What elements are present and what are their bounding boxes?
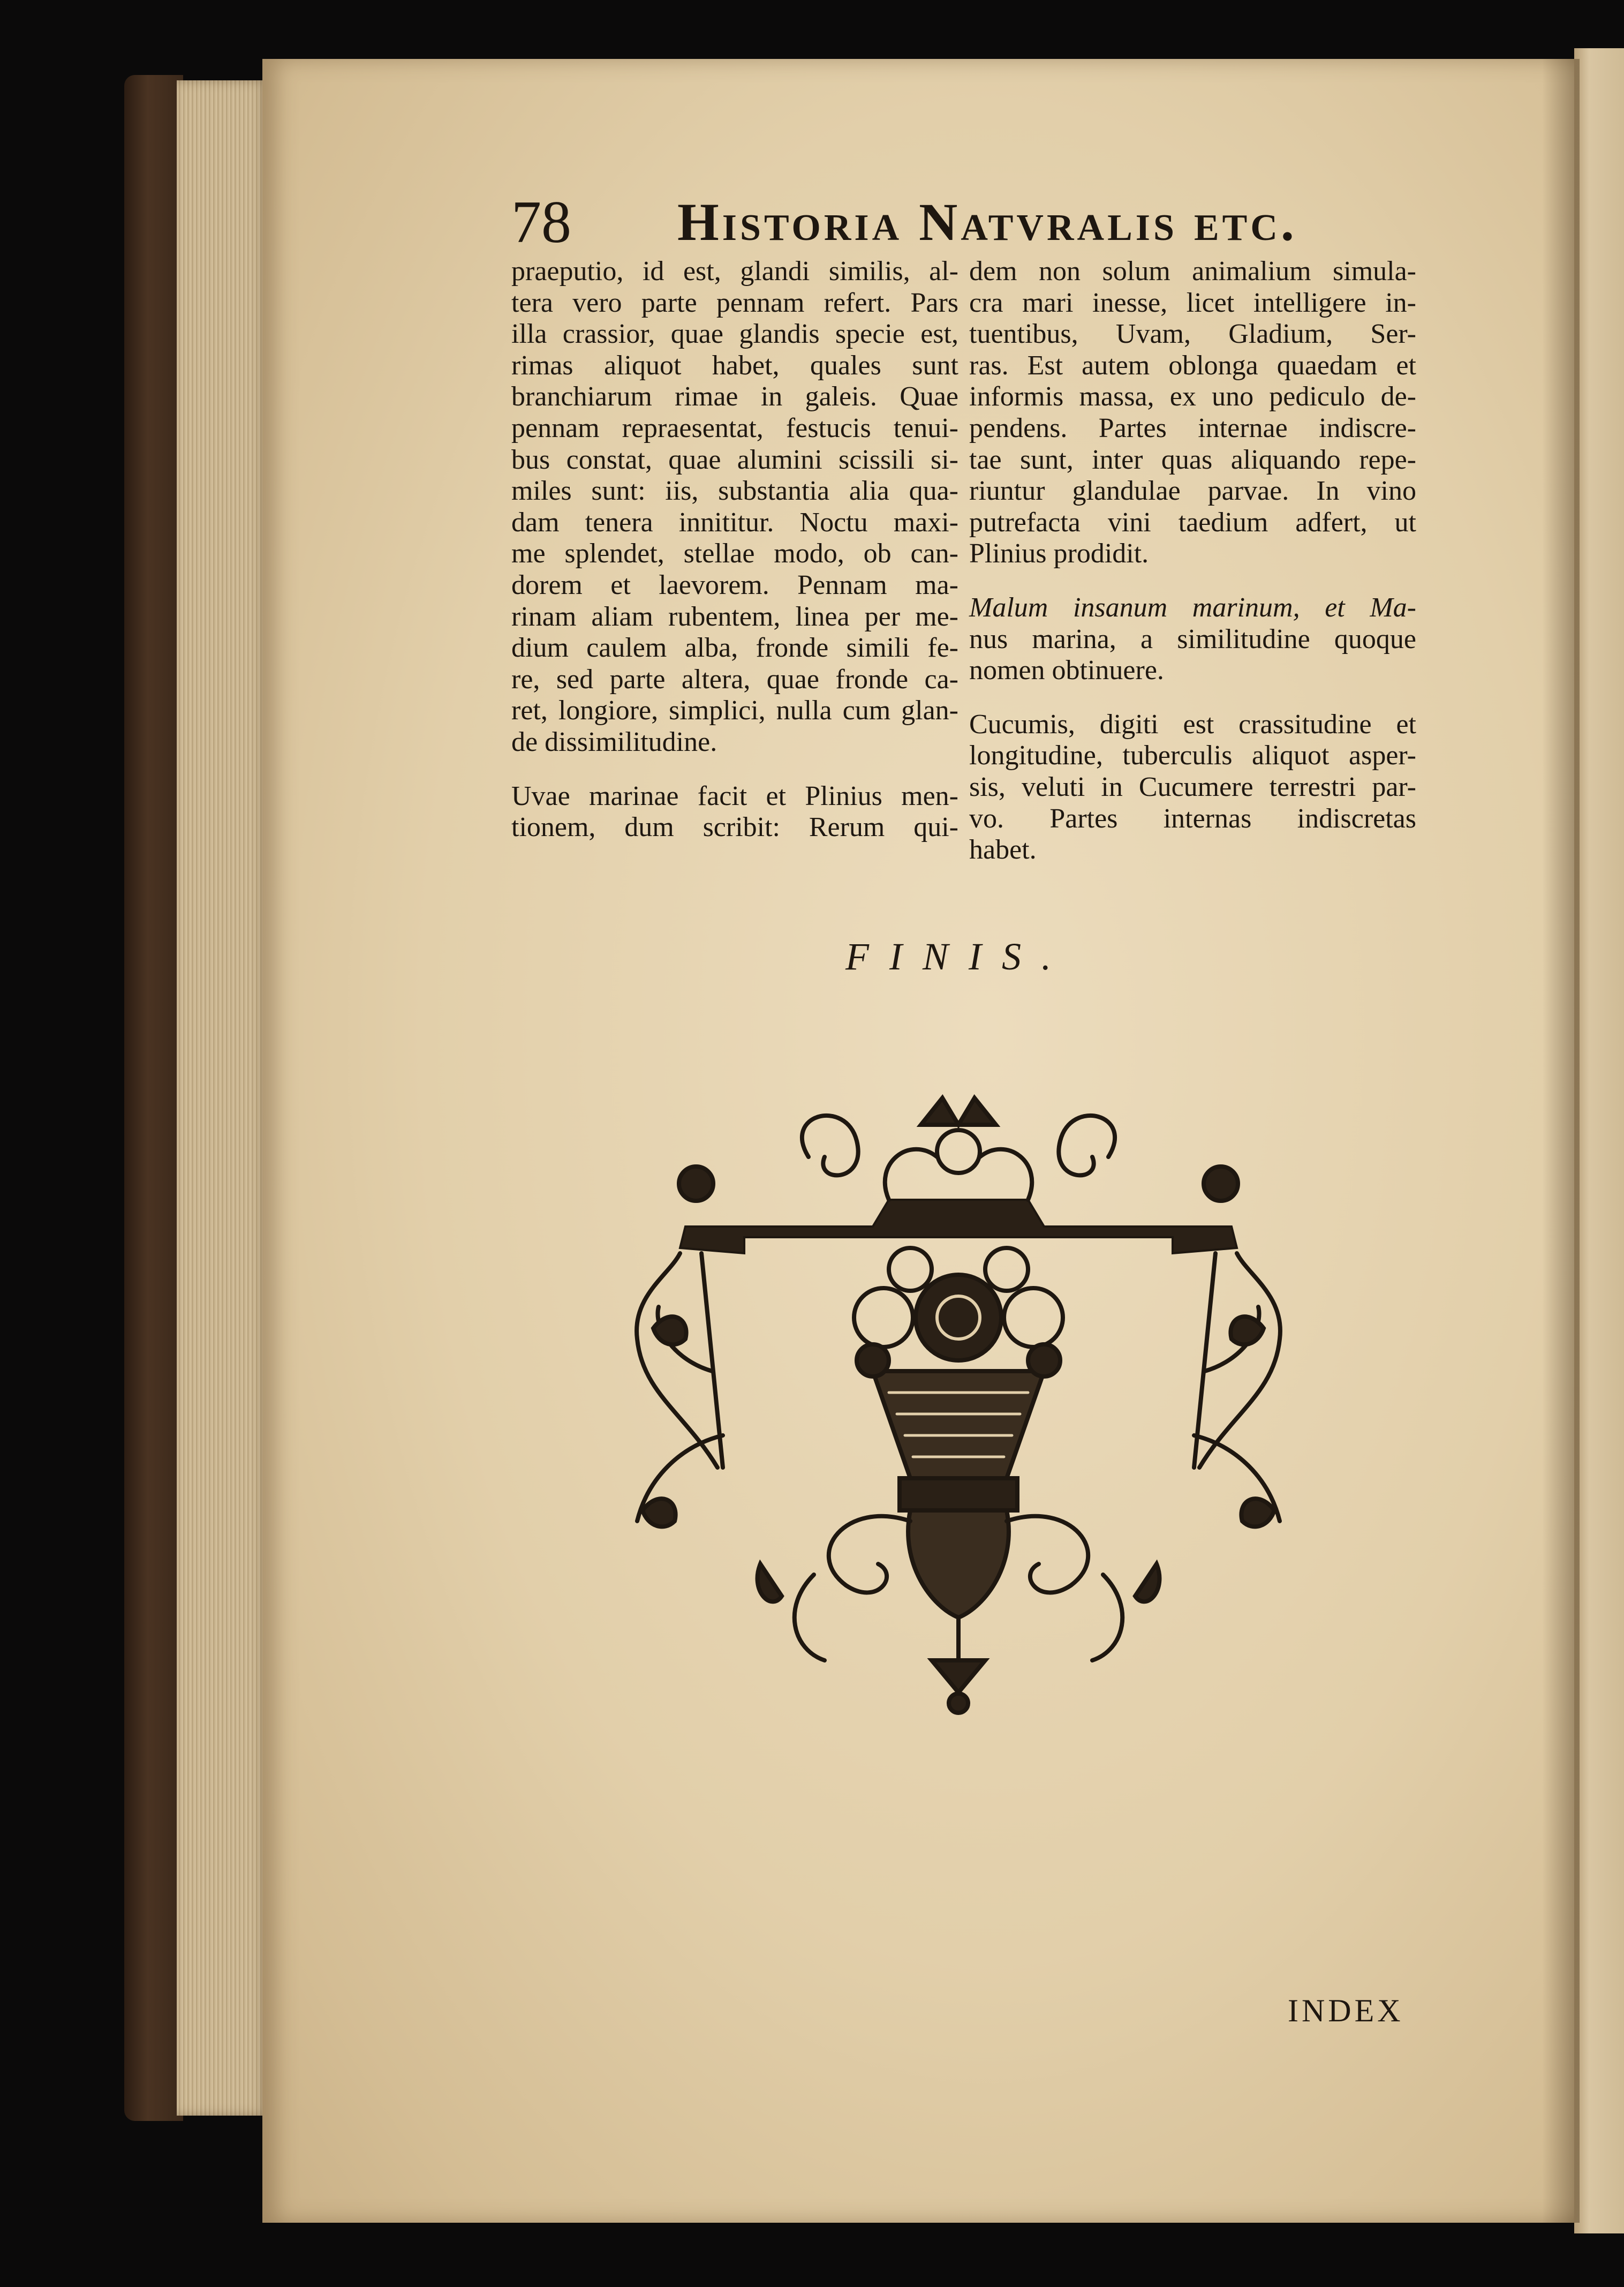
text-line: branchiarum rimae in galeis. Quae bbox=[511, 381, 958, 412]
paragraph-uva-marina bbox=[969, 256, 1416, 570]
left-column bbox=[511, 256, 958, 844]
right-column bbox=[969, 256, 1416, 866]
paragraph-cucumis bbox=[969, 709, 1416, 866]
text-line: dorem et laevorem. Pennam ma- bbox=[511, 569, 958, 600]
text-line: cra mari inesse, licet intelligere in- bbox=[969, 287, 1416, 318]
page-number: 78 bbox=[511, 189, 571, 255]
text-line: re, sed parte altera, quae fronde ca- bbox=[511, 664, 958, 695]
text-line: Malum insanum marinum, et Ma- bbox=[969, 592, 1416, 623]
text-line: bus constat, quae alumini scissili si- bbox=[511, 444, 958, 475]
paragraph-pennae-marinae bbox=[511, 256, 958, 758]
paragraph-uvae-marinae bbox=[511, 781, 958, 844]
text-line: de dissimilitudine. bbox=[511, 726, 717, 757]
text-line: riuntur glandulae parvae. In vino bbox=[969, 476, 1416, 507]
text-line: pennam repraesentat, festucis tenui- bbox=[511, 412, 958, 443]
running-title: Historia Natvralis etc. bbox=[677, 192, 1297, 252]
text-line: informis massa, ex uno pediculo de- bbox=[969, 381, 1416, 412]
text-line: tae sunt, inter quas aliquando repe- bbox=[969, 444, 1416, 475]
text-line: ret, longiore, simplici, nulla cum glan- bbox=[511, 695, 958, 726]
text-line: dium caulem alba, fronde simili fe- bbox=[511, 633, 958, 664]
text-line: vo. Partes internas indiscretas bbox=[969, 803, 1416, 834]
text-line: Plinius prodidit. bbox=[969, 538, 1149, 569]
text-line: nus marina, a similitudine quoque bbox=[969, 623, 1416, 654]
finis-label: FINIS. bbox=[845, 935, 1071, 978]
text-line: me splendet, stellae modo, ob can- bbox=[511, 538, 958, 569]
floral-basket-ornament-icon bbox=[621, 1093, 1296, 1719]
text-line: nomen obtinuere. bbox=[969, 655, 1164, 686]
book-cover-edge bbox=[124, 75, 183, 2121]
text-line: pendens. Partes internae indiscre- bbox=[969, 412, 1416, 443]
text-line: tera vero parte pennam refert. Pars bbox=[511, 287, 958, 318]
text-line: dam tenera innititur. Noctu maxi- bbox=[511, 507, 958, 538]
text-line: ras. Est autem oblonga quaedam et bbox=[969, 350, 1416, 381]
text-line: tuentibus, Uvam, Gladium, Ser- bbox=[969, 319, 1416, 350]
paragraph-malum-insanum bbox=[969, 592, 1416, 687]
text-line: putrefacta vini taedium adfert, ut bbox=[969, 507, 1416, 538]
text-line: tionem, dum scribit: Rerum qui- bbox=[511, 812, 958, 843]
text-line: rinam aliam rubentem, linea per me- bbox=[511, 601, 958, 632]
page-header bbox=[511, 190, 1411, 254]
text-line: miles sunt: iis, substantia alia qua- bbox=[511, 476, 958, 507]
page-block-edge bbox=[177, 80, 268, 2116]
text-line: longitudine, tuberculis aliquot asper- bbox=[969, 740, 1416, 771]
text-line: praeputio, id est, glandi similis, al- bbox=[511, 256, 958, 287]
text-line: Cucumis, digiti est crassitudine et bbox=[969, 709, 1416, 740]
text-line: dem non solum animalium simula- bbox=[969, 256, 1416, 287]
text-line: illa crassior, quae glandis specie est, bbox=[511, 319, 958, 350]
facing-page-edge bbox=[1574, 48, 1624, 2233]
catchword: INDEX bbox=[1288, 1993, 1404, 2028]
text-line: Uvae marinae facit et Plinius men- bbox=[511, 780, 958, 811]
gutter-shadow bbox=[1542, 59, 1580, 2223]
text-line: rimas aliquot habet, quales sunt bbox=[511, 350, 958, 381]
text-line: sis, veluti in Cucumere terrestri par- bbox=[969, 771, 1416, 802]
text-line: habet. bbox=[969, 834, 1037, 866]
